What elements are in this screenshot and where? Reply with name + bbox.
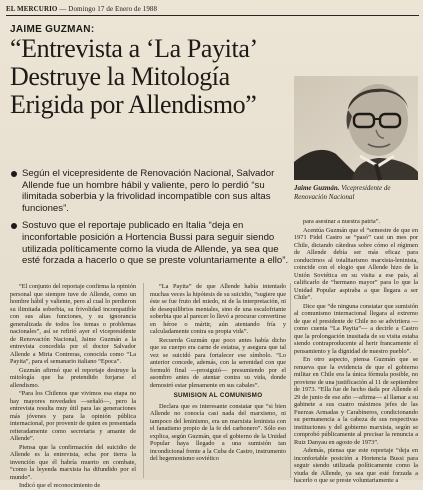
article-column-2 xyxy=(150,283,286,478)
masthead-rule xyxy=(6,15,419,16)
section-subhead: SUMISION AL COMUNISMO xyxy=(173,392,263,399)
article-headline: “Entrevista a ‘La Payita’ Destruye la Mitología Erigida por Allendismo” xyxy=(10,34,257,119)
paragraph: Indicó que el reconocimiento de xyxy=(19,482,101,489)
paragraph: Dice que “de ninguna constatar que sumisión al comunismo internacional llegara al extremo de que el presidente de Chile no se advirtiera —como cuenta “La Payita”— a decirle a Castro que la prolongación inusitada de su visita estaba siendo contraproducente al herir francamente el pensamiento y la dignidad de nuestro pueblo”. xyxy=(294,302,418,355)
portrait-illustration xyxy=(294,76,418,180)
masthead-separator: — xyxy=(59,5,67,13)
paragraph: “La Payita” de que Allende había intentado muchas veces la hipótesis de su suicidio, “sugiere que éste se fue fruto del miedo, ni de la interpretación, ni de desequilibrios mentales, sino de una escalofriante soberbia que al parecer lo llevó a procurar convertirse en héroe o mártir, aún atentando fría y calculadamente contra su propia vida”. xyxy=(150,283,286,335)
summary-bullet xyxy=(10,168,292,214)
paragraph: Guzmán afirmó que el reportaje destruye la mitología que ha pretendido forjarse el allendismo. xyxy=(10,366,136,389)
column-divider xyxy=(290,283,291,478)
masthead xyxy=(6,5,419,13)
bullet-icon xyxy=(11,171,17,177)
column-divider xyxy=(143,283,144,478)
paragraph: Recuerda Guzmán que poco antes había dicho que su cuerpo era carne de estatua, y asegura que tal vez se suicidó para fortalecer ese símbolo. “Lo anterior concede, además, con la serenidad con que formuló final —prosiguió— presumiendo por el asombro antes de atentar contra su vida, donde demostró estar plenamente en sus cabales”. xyxy=(150,336,286,389)
summary-bullet xyxy=(10,220,292,266)
article-kicker: JAIME GUZMAN: xyxy=(10,24,95,35)
paragraph: Además, piensa que este reportaje “deja en inconfortable posición a Hortencia Bussi para seguir siendo utilizada políticamente como la viuda de Allende, ya sea que esté forzada a hacerlo o que se preste voluntariamente a xyxy=(294,447,418,484)
bullet-text: Según el vicepresidente de Renovación Nacional, Salvador Allende fue un hombre hábil y valiente, pero lo perdió “su ilimitada soberbia y la frivolidad incompatible con sus altas funciones”. xyxy=(22,168,275,214)
paragraph: “Para los Chilenos que vivimos esa etapa no hay mayores novedades —señaló—, pero la entrevista resulta muy útil para las generaciones más jóvenes y para la opinión pública internacional, por provenir de quien es presentada reiteradamente como secretaria y amante de Allende”. xyxy=(10,390,136,442)
publication-date: Domingo 17 de Enero de 1988 xyxy=(68,5,158,13)
paragraph: Piensa que la confirmación del suicidio de Allende es la entrevista, echa por tierra la invención que él habría muerto en combate, “como la leyenda marxista ha difundido por el mundo”. xyxy=(10,443,136,481)
paragraph: Acentúa Guzmán que el “semestre de que en 1971 Fidel Castro se “pasó” casi un mes por Chile, dictando cátedras sobre cómo el régimen de Allende debía ser más eficaz para conducirnos al totalitarismo marxista-leninista, coincide con el elogio que Allende hizo de la Unión Soviética en su visita a ese país, al calificarlo de “hermano mayor” para lo que la Unidad Popular aspiraba a que llegara a ser Chile”. xyxy=(294,226,418,301)
paragraph: En otro aspecto, piensa Guzmán que se renueva que la evidencia de que el gobierno militar en Chile era la única fórmula posible, no proviene de una justificación al 11 de septiembre de 1973. “Ella fue de hecho dada por Allende el 29 de junio de ese año —afirma— al llamar a su gabinete a sus cuatro máximos jefes de las Fuerzas Armadas y Carabineros, condicionando su permanencia a la cabeza de sus respectivas instituciones y del gobierno marxista, según se comprobó públicamente al precisar la renuncia a Ruiz Danyau en agosto de 1973”. xyxy=(294,356,418,446)
photo-caption xyxy=(294,184,418,201)
paragraph: para asesinar a nuestra patria”. xyxy=(303,218,381,225)
bullet-icon xyxy=(11,223,17,229)
paragraph: “El conjunto del reportaje confirma la opinión personal que siempre tuve de Allende, como un hombre hábil y valiente, pero al cual lo perdieron su ilimitada soberbia, su frivolidad incompatible con sus altas funciones, y su ignorancia generalizada de todos los temas o problemas nacionales”, así se refirió ayer el vicepresidente de Renovación Nacional, Jaime Guzmán a la entrevista concedida por el doctor Salvador Allende a Miria Contreras, conocida como “La Payita”, para el semanario italiano “Epoca”. xyxy=(10,283,136,365)
newspaper-name: EL MERCURIO xyxy=(6,5,58,13)
portrait-photo xyxy=(294,76,418,180)
caption-role: Vicepresidente de Renovación Nacional xyxy=(294,184,391,201)
article-column-3 xyxy=(294,218,418,484)
bullet-text: Sostuvo que el reportaje publicado en Italia “deja en inconfortable posición a Hortencia Bussi para seguir siendo utilizada políticamente como la viuda de Allende, ya sea que esté forzada a hacerlo o que se preste voluntariamente a ello”. xyxy=(22,220,289,267)
summary-bullets xyxy=(10,168,292,273)
caption-name: Jaime Guzmán. xyxy=(294,184,340,192)
article-column-1 xyxy=(10,283,136,489)
paragraph: Declara que es interesante constatar que “si bien Allende no conocía casi nada del marxismo, ni tampoco del leninismo, era un marxista leninista con el fanatismo propio de la fe del carbonero”. Sólo eso explica, según Guzmán, que el gobierno de la Unidad Popular haya llegado a una sumisión tan incondicional frente a la Cuba de Castro, instrumento del hegemonismo soviético xyxy=(150,402,286,462)
